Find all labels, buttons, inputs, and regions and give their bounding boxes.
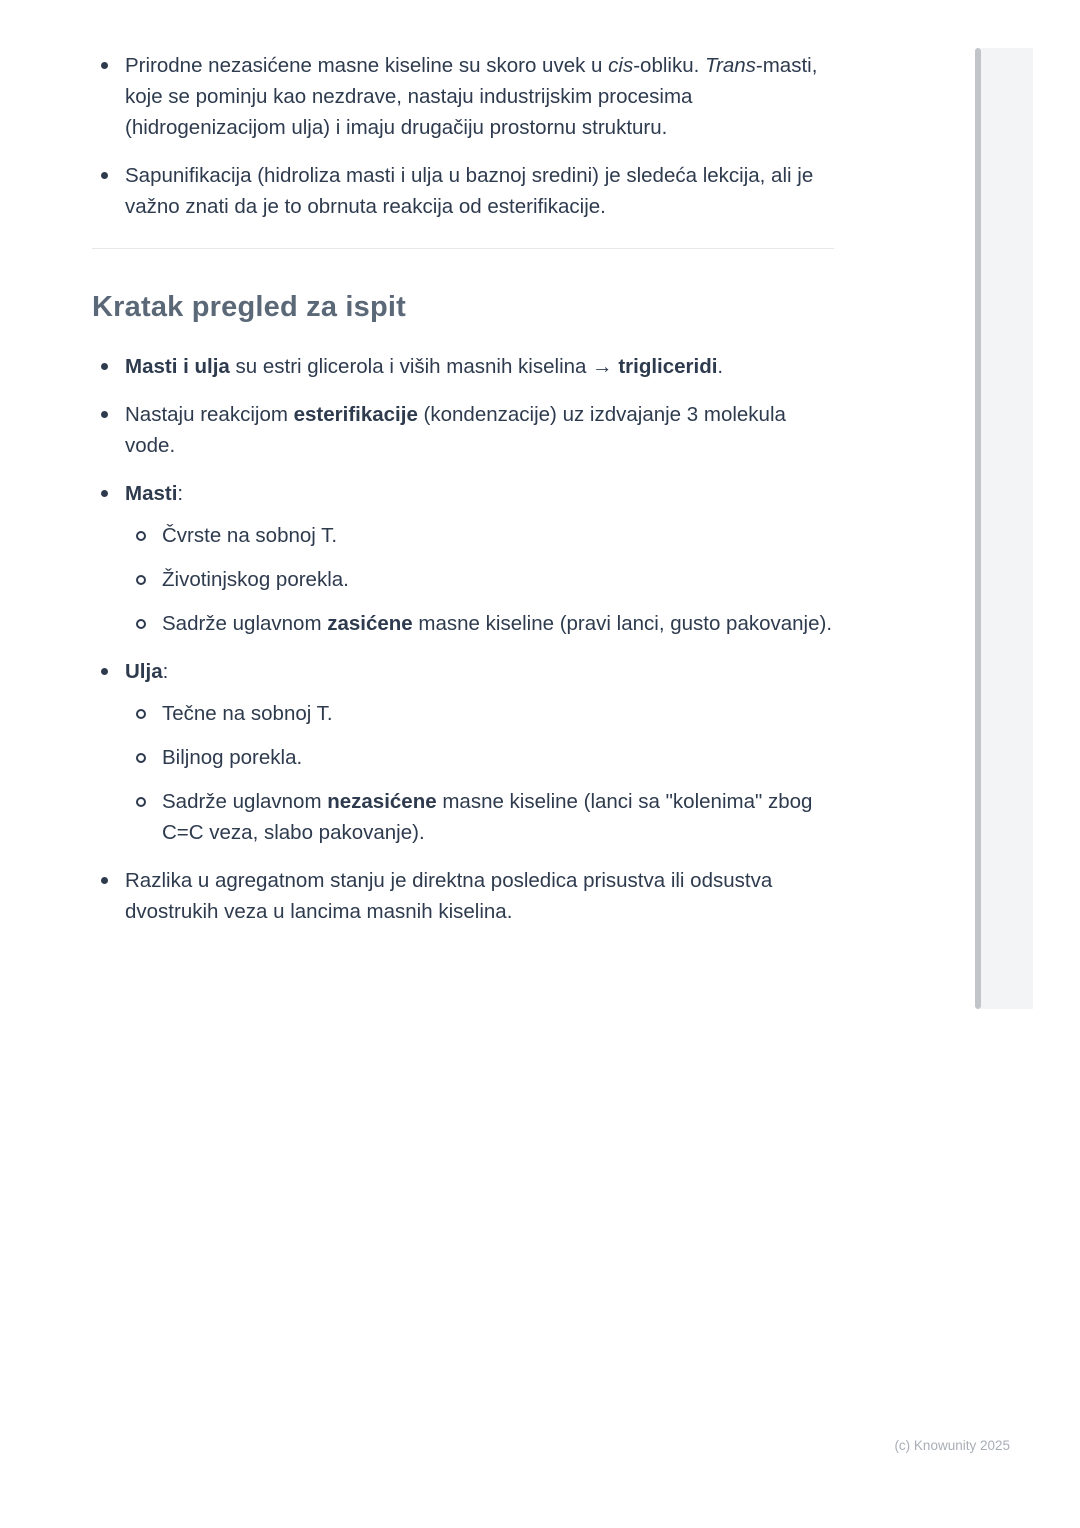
bullet-dot-icon — [101, 411, 108, 418]
list-item-text — [162, 790, 812, 844]
list-item-text — [162, 746, 302, 769]
list-item-text — [125, 54, 817, 139]
list-item — [125, 564, 834, 595]
text-segment: zasićene — [327, 612, 413, 635]
bullet-dot-icon — [101, 877, 108, 884]
list-item — [92, 399, 834, 461]
text-segment: -obliku. — [633, 54, 705, 77]
text-segment: (kondenzacije) uz izdvajanje 3 molekula vode. — [125, 403, 786, 457]
copyright-footer: (c) Knowunity 2025 — [894, 1438, 1010, 1453]
text-segment: Masti i ulja — [125, 355, 230, 378]
text-segment: Masti — [125, 482, 178, 505]
bullet-circle-icon — [136, 531, 146, 541]
text-segment: su estri glicerola i viših masnih kiselina → — [229, 355, 619, 378]
scrollbar-track[interactable] — [981, 48, 1033, 1009]
intro-bullet-list — [92, 50, 834, 222]
text-segment: : — [162, 660, 169, 683]
scrollbar[interactable] — [975, 48, 1033, 1009]
list-item-text — [125, 869, 772, 923]
summary-bullet-list — [92, 351, 834, 927]
text-segment: masne kiseline (pravi lanci, gusto pakovanje). — [412, 612, 833, 635]
text-segment: Prirodne nezasićene masne kiseline su skoro uvek u — [125, 54, 609, 77]
text-segment: Trans — [705, 54, 756, 77]
text-segment: Čvrste na sobnoj T. — [162, 524, 338, 547]
list-item-text — [162, 612, 832, 635]
text-segment: Nastaju reakcijom — [125, 403, 294, 426]
text-segment: esterifikacije — [293, 403, 418, 426]
list-item — [125, 786, 834, 848]
list-item-text — [162, 524, 337, 547]
section-heading: Kratak pregled za ispit — [92, 291, 407, 323]
list-item — [125, 742, 834, 773]
text-segment: Životinjskog porekla. — [162, 568, 349, 591]
text-segment: Biljnog porekla. — [162, 746, 303, 769]
list-item — [92, 351, 834, 382]
text-segment: trigliceridi — [618, 355, 718, 378]
bullet-dot-icon — [101, 62, 108, 69]
text-segment: Razlika u agregatnom stanju je direktna posledica prisustva ili odsustva dvostrukih veza u lancima masnih kiselina. — [125, 869, 773, 923]
section-divider — [92, 248, 834, 249]
text-segment: masne kiseline (lanci sa "kolenima" zbog C=C veza, slabo pakovanje). — [162, 790, 813, 844]
bullet-circle-icon — [136, 619, 146, 629]
list-item — [125, 520, 834, 551]
bullet-circle-icon — [136, 753, 146, 763]
bullet-dot-icon — [101, 172, 108, 179]
bullet-circle-icon — [136, 797, 146, 807]
sub-list — [125, 520, 834, 639]
list-item — [92, 656, 834, 848]
list-item — [125, 698, 834, 729]
list-item — [92, 160, 834, 222]
text-segment: . — [717, 355, 724, 378]
list-item-text — [162, 702, 333, 725]
list-item-text — [125, 403, 786, 457]
sub-list — [125, 698, 834, 848]
bullet-dot-icon — [101, 490, 108, 497]
bullet-dot-icon — [101, 668, 108, 675]
text-segment: Sapunifikacija (hidroliza masti i ulja u baznoj sredini) je sledeća lekcija, ali je važno znati da je to obrnuta reakcija od esterifikacije. — [125, 164, 814, 218]
bullet-circle-icon — [136, 575, 146, 585]
list-item-text — [162, 568, 349, 591]
list-item-text — [125, 482, 183, 505]
list-item-text — [125, 164, 813, 218]
text-segment: Tečne na sobnoj T. — [162, 702, 333, 725]
note-content — [92, 50, 834, 944]
text-segment: cis — [608, 54, 634, 77]
list-item-text — [125, 355, 723, 378]
list-item-text — [125, 660, 168, 683]
text-segment: Sadrže uglavnom — [162, 612, 328, 635]
text-segment: Ulja — [125, 660, 163, 683]
text-segment: : — [177, 482, 184, 505]
text-segment: -masti, koje se pominju kao nezdrave, nastaju industrijskim procesima (hidrogenizacijom ulja) i imaju drugačiju prostornu strukturu. — [125, 54, 818, 139]
bullet-dot-icon — [101, 363, 108, 370]
list-item — [92, 50, 834, 143]
bullet-circle-icon — [136, 709, 146, 719]
text-segment: nezasićene — [327, 790, 437, 813]
list-item — [92, 865, 834, 927]
list-item — [92, 478, 834, 639]
text-segment: Sadrže uglavnom — [162, 790, 328, 813]
list-item — [125, 608, 834, 639]
